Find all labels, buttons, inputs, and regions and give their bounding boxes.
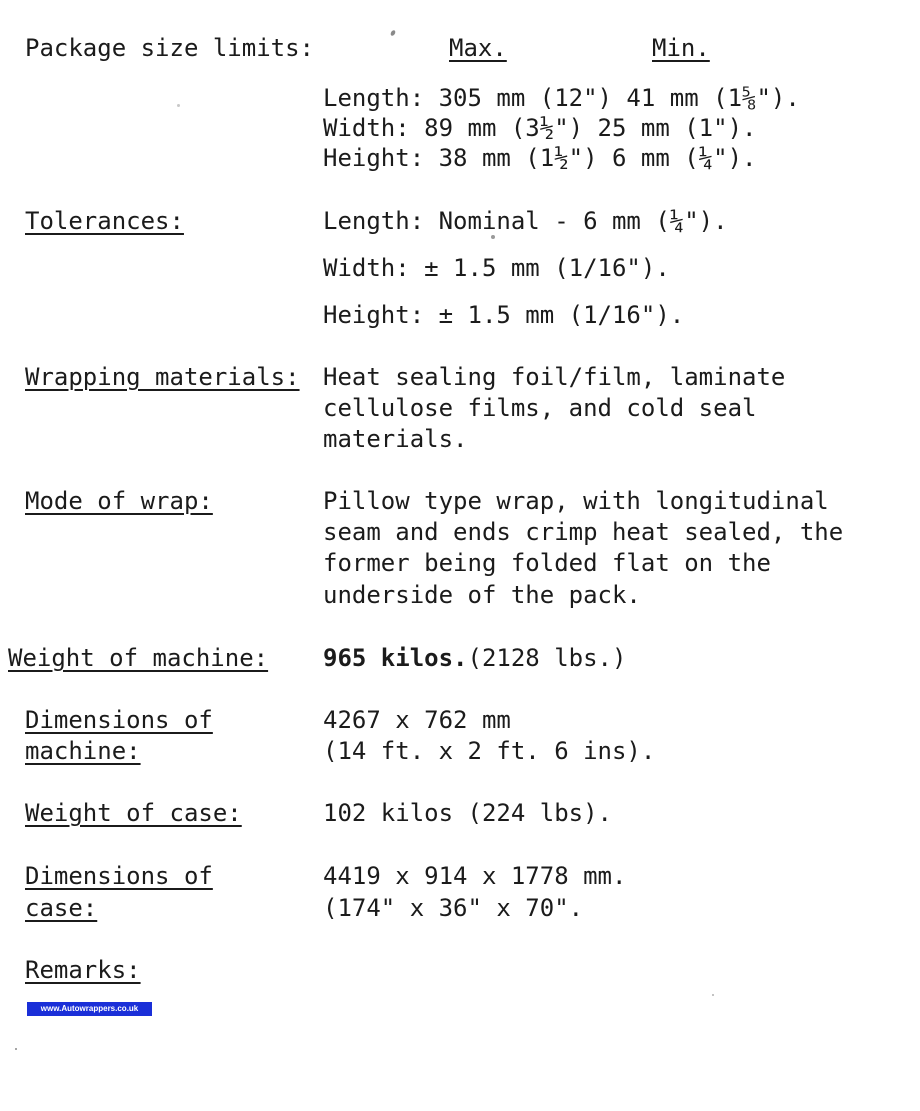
dimensions-of-machine-heading: machine: xyxy=(25,737,141,765)
weight-of-machine-heading: Weight of machine: xyxy=(8,644,269,672)
max-column-heading: Max. xyxy=(449,34,507,62)
package-size-heading: Package size limits: xyxy=(25,34,314,62)
mode-of-wrap-line: seam and ends crimp heat sealed, the xyxy=(323,518,844,546)
weight-of-case-heading: Weight of case: xyxy=(25,799,242,827)
watermark-badge: www.Autowrappers.co.uk xyxy=(27,1002,152,1016)
scan-speck xyxy=(177,104,180,107)
package-length-row: Length: 305 mm (12") 41 mm (1⅝"). xyxy=(323,84,800,112)
wrapping-materials-line: materials. xyxy=(323,425,468,453)
mode-of-wrap-line: former being folded flat on the xyxy=(323,549,771,577)
tolerance-length-row: Length: Nominal - 6 mm (¼"). xyxy=(323,207,728,235)
dimensions-of-machine-heading: Dimensions of xyxy=(25,706,213,734)
weight-of-case-value: 102 kilos (224 lbs). xyxy=(323,799,612,827)
weight-of-machine-value xyxy=(323,643,626,673)
dimensions-of-case-line: 4419 x 914 x 1778 mm. xyxy=(323,862,627,890)
dimensions-of-case-heading: Dimensions of xyxy=(25,862,213,890)
mode-of-wrap-heading: Mode of wrap: xyxy=(25,487,213,515)
wrapping-materials-heading: Wrapping materials: xyxy=(25,363,300,391)
wrapping-materials-line: cellulose films, and cold seal xyxy=(323,394,757,422)
mode-of-wrap-line: Pillow type wrap, with longitudinal xyxy=(323,487,829,515)
dimensions-of-machine-line: 4267 x 762 mm xyxy=(323,706,511,734)
weight-of-machine-lbs: (2128 lbs.) xyxy=(467,644,627,672)
dimensions-of-case-heading: case: xyxy=(25,894,98,922)
dimensions-of-case-line: (174" x 36" x 70". xyxy=(323,894,584,922)
package-height-row: Height: 38 mm (1½") 6 mm (¼"). xyxy=(323,144,757,172)
min-column-heading: Min. xyxy=(652,34,710,62)
scan-speck xyxy=(15,1048,17,1050)
weight-of-machine-kilos: 965 kilos. xyxy=(323,644,468,672)
remarks-heading: Remarks: xyxy=(25,956,141,984)
scan-speck xyxy=(712,994,714,996)
dimensions-of-machine-line: (14 ft. x 2 ft. 6 ins). xyxy=(323,737,656,765)
scan-speck xyxy=(390,29,396,36)
wrapping-materials-line: Heat sealing foil/film, laminate xyxy=(323,363,786,391)
mode-of-wrap-line: underside of the pack. xyxy=(323,581,641,609)
package-width-row: Width: 89 mm (3½") 25 mm (1"). xyxy=(323,114,757,142)
scan-speck xyxy=(491,235,495,239)
tolerance-height-row: Height: ± 1.5 mm (1/16"). xyxy=(323,301,685,329)
tolerance-width-row: Width: ± 1.5 mm (1/16"). xyxy=(323,254,670,282)
tolerances-heading: Tolerances: xyxy=(25,207,184,235)
